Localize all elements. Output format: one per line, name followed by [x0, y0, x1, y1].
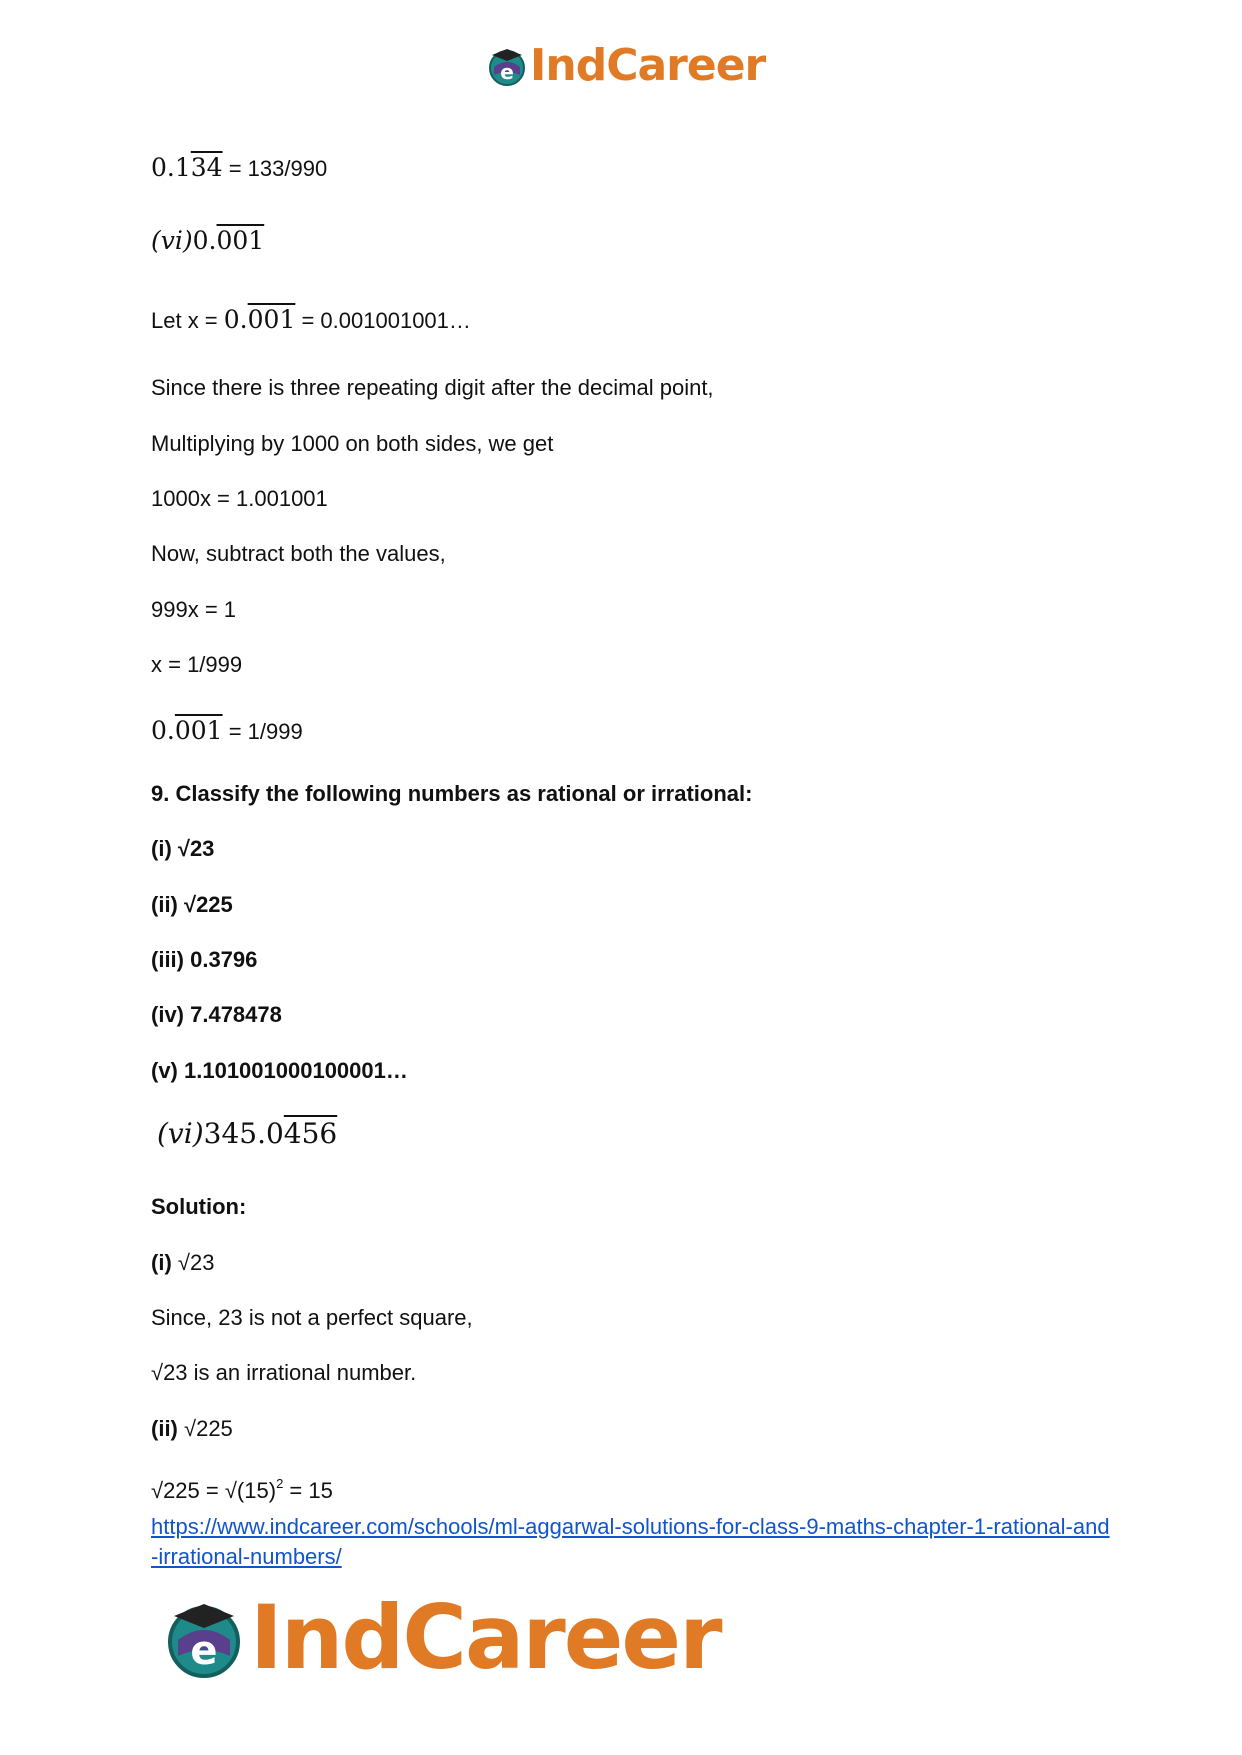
line-fraction-0134: 0.134 = 133/990	[151, 153, 328, 182]
question-item: (i) √23	[151, 836, 215, 861]
question-heading: 9. Classify the following numbers as rational or irrational:	[151, 781, 753, 806]
header-logo	[486, 40, 765, 91]
question-item: (ii) √225	[151, 892, 233, 917]
svg-text:e: e	[500, 59, 514, 84]
text-line: Multiplying by 1000 on both sides, we get	[151, 431, 554, 456]
text-line: 1000x = 1.001001	[151, 486, 328, 511]
solution-item: (ii) √225	[151, 1416, 233, 1441]
svg-text:e: e	[190, 1627, 218, 1674]
math-expression: 0.001	[151, 716, 223, 745]
solution-item: (i) √23	[151, 1250, 215, 1275]
solution-heading: Solution:	[151, 1194, 247, 1219]
text-line: $√225 = √(15)^2 = 15$	[151, 1476, 333, 1503]
globe-graduation-icon	[486, 45, 528, 87]
question-item-vi	[157, 1117, 338, 1150]
math-expression: 0.134	[151, 153, 223, 182]
question-item: (iv) 7.478478	[151, 1002, 282, 1027]
question-item: (v) 1.101001000100001…	[151, 1058, 408, 1083]
question-item: (iii) 0.3796	[151, 947, 258, 972]
line-question-vi	[151, 227, 264, 256]
math-expression: 0.001	[223, 305, 296, 334]
text-line: 999x = 1	[151, 597, 237, 622]
footer-logo-text: IndCareer	[250, 1586, 721, 1689]
line-result: 0.001 = 1/999	[151, 716, 303, 745]
text-line: √23 is an irrational number.	[151, 1360, 417, 1385]
math-expression: (vi)345.0456	[157, 1117, 338, 1150]
footer-logo	[162, 1586, 721, 1689]
text-line: Now, subtract both the values,	[151, 541, 446, 566]
header-logo-text: IndCareer	[530, 40, 766, 91]
source-link[interactable]: https://www.indcareer.com/schools/ml-aggarwal-solutions-for-class-9-maths-chapter-1-rational-and-irrational-numbers/	[151, 1514, 1110, 1569]
math-expression: (vi)0.001	[151, 226, 265, 255]
line-let-x: Let x = 0.001 = 0.001001001…	[151, 305, 471, 334]
text-line: x = 1/999	[151, 652, 243, 677]
globe-graduation-icon	[162, 1596, 246, 1680]
text-line: Since, 23 is not a perfect square,	[151, 1305, 473, 1330]
text-line: Since there is three repeating digit after the decimal point,	[151, 375, 714, 400]
